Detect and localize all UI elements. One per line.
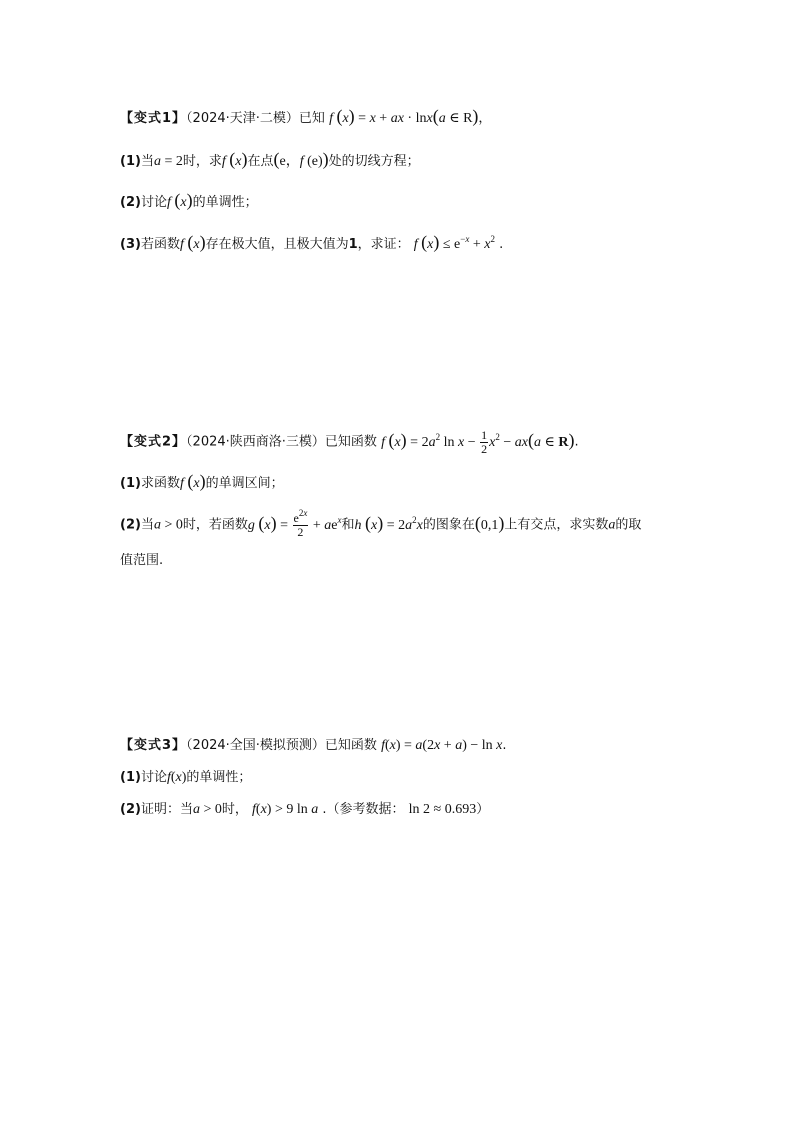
problem-3-stem-prefix: 已知函数	[324, 738, 377, 753]
problem-2-stem	[120, 429, 579, 456]
problem-1-stem-suffix: ，	[478, 111, 492, 126]
problem-3-tag: 【变式3】	[120, 738, 187, 753]
problem-1-part-1: (1)当a = 2时，求f (x)在点(e，f (e))处的切线方程；	[120, 149, 420, 169]
problem-1-source: （2024·天津·二模）	[186, 111, 299, 126]
problem-3-stem-suffix: .	[502, 738, 507, 753]
problem-3-stem	[120, 736, 507, 756]
problem-2-part-2-cont: 值范围.	[120, 553, 164, 568]
problem-2-source: （2024·陕西商洛·三模）	[186, 434, 325, 450]
problem-1-part-3: (3)若函数f (x)存在极大值，且极大值为1，求证： f $(x) \le e^{-x} + x^2$ .	[120, 232, 504, 252]
problem-1-function: f (x) = x + ax · lnx(a ∈ R)	[329, 106, 479, 126]
problem-2-function: f $(x) = 2a^2$ ln x − $\frac{1}{2}$ $x^2 - ax(a$ ∈ R)	[381, 428, 575, 456]
problem-3-part-2: (2)证明：当a > 0时， f(x) > 9 ln a .（参考数据： ln 2 ≈ 0.693）	[120, 802, 490, 817]
problem-2-part-2: (2)当a > 0时，若函数g (x) = $\frac{e^{2x}}{2}$ + $ae^x$和h $(x) = 2a^2x$的图象在(0,1)上有交点，求实数a的取	[120, 508, 642, 539]
problem-1-part-2: (2)讨论f (x)的单调性；	[120, 190, 258, 210]
problem-2-stem-suffix: .	[574, 434, 579, 450]
problem-1-stem	[120, 106, 491, 129]
problem-2-part-1: (1)求函数f (x)的单调区间；	[120, 471, 284, 491]
problem-1-tag: 【变式1】	[120, 111, 187, 126]
problem-3-function: f(x) = a(2x + a) − ln x	[381, 738, 503, 753]
problem-3-source: （2024·全国·模拟预测）	[186, 738, 325, 753]
problem-1-stem-prefix: 已知	[298, 111, 325, 126]
problem-3-part-1: (1)讨论f(x)的单调性；	[120, 770, 252, 785]
problem-2-tag: 【变式2】	[120, 434, 187, 450]
problem-2-stem-prefix: 已知函数	[324, 434, 377, 450]
